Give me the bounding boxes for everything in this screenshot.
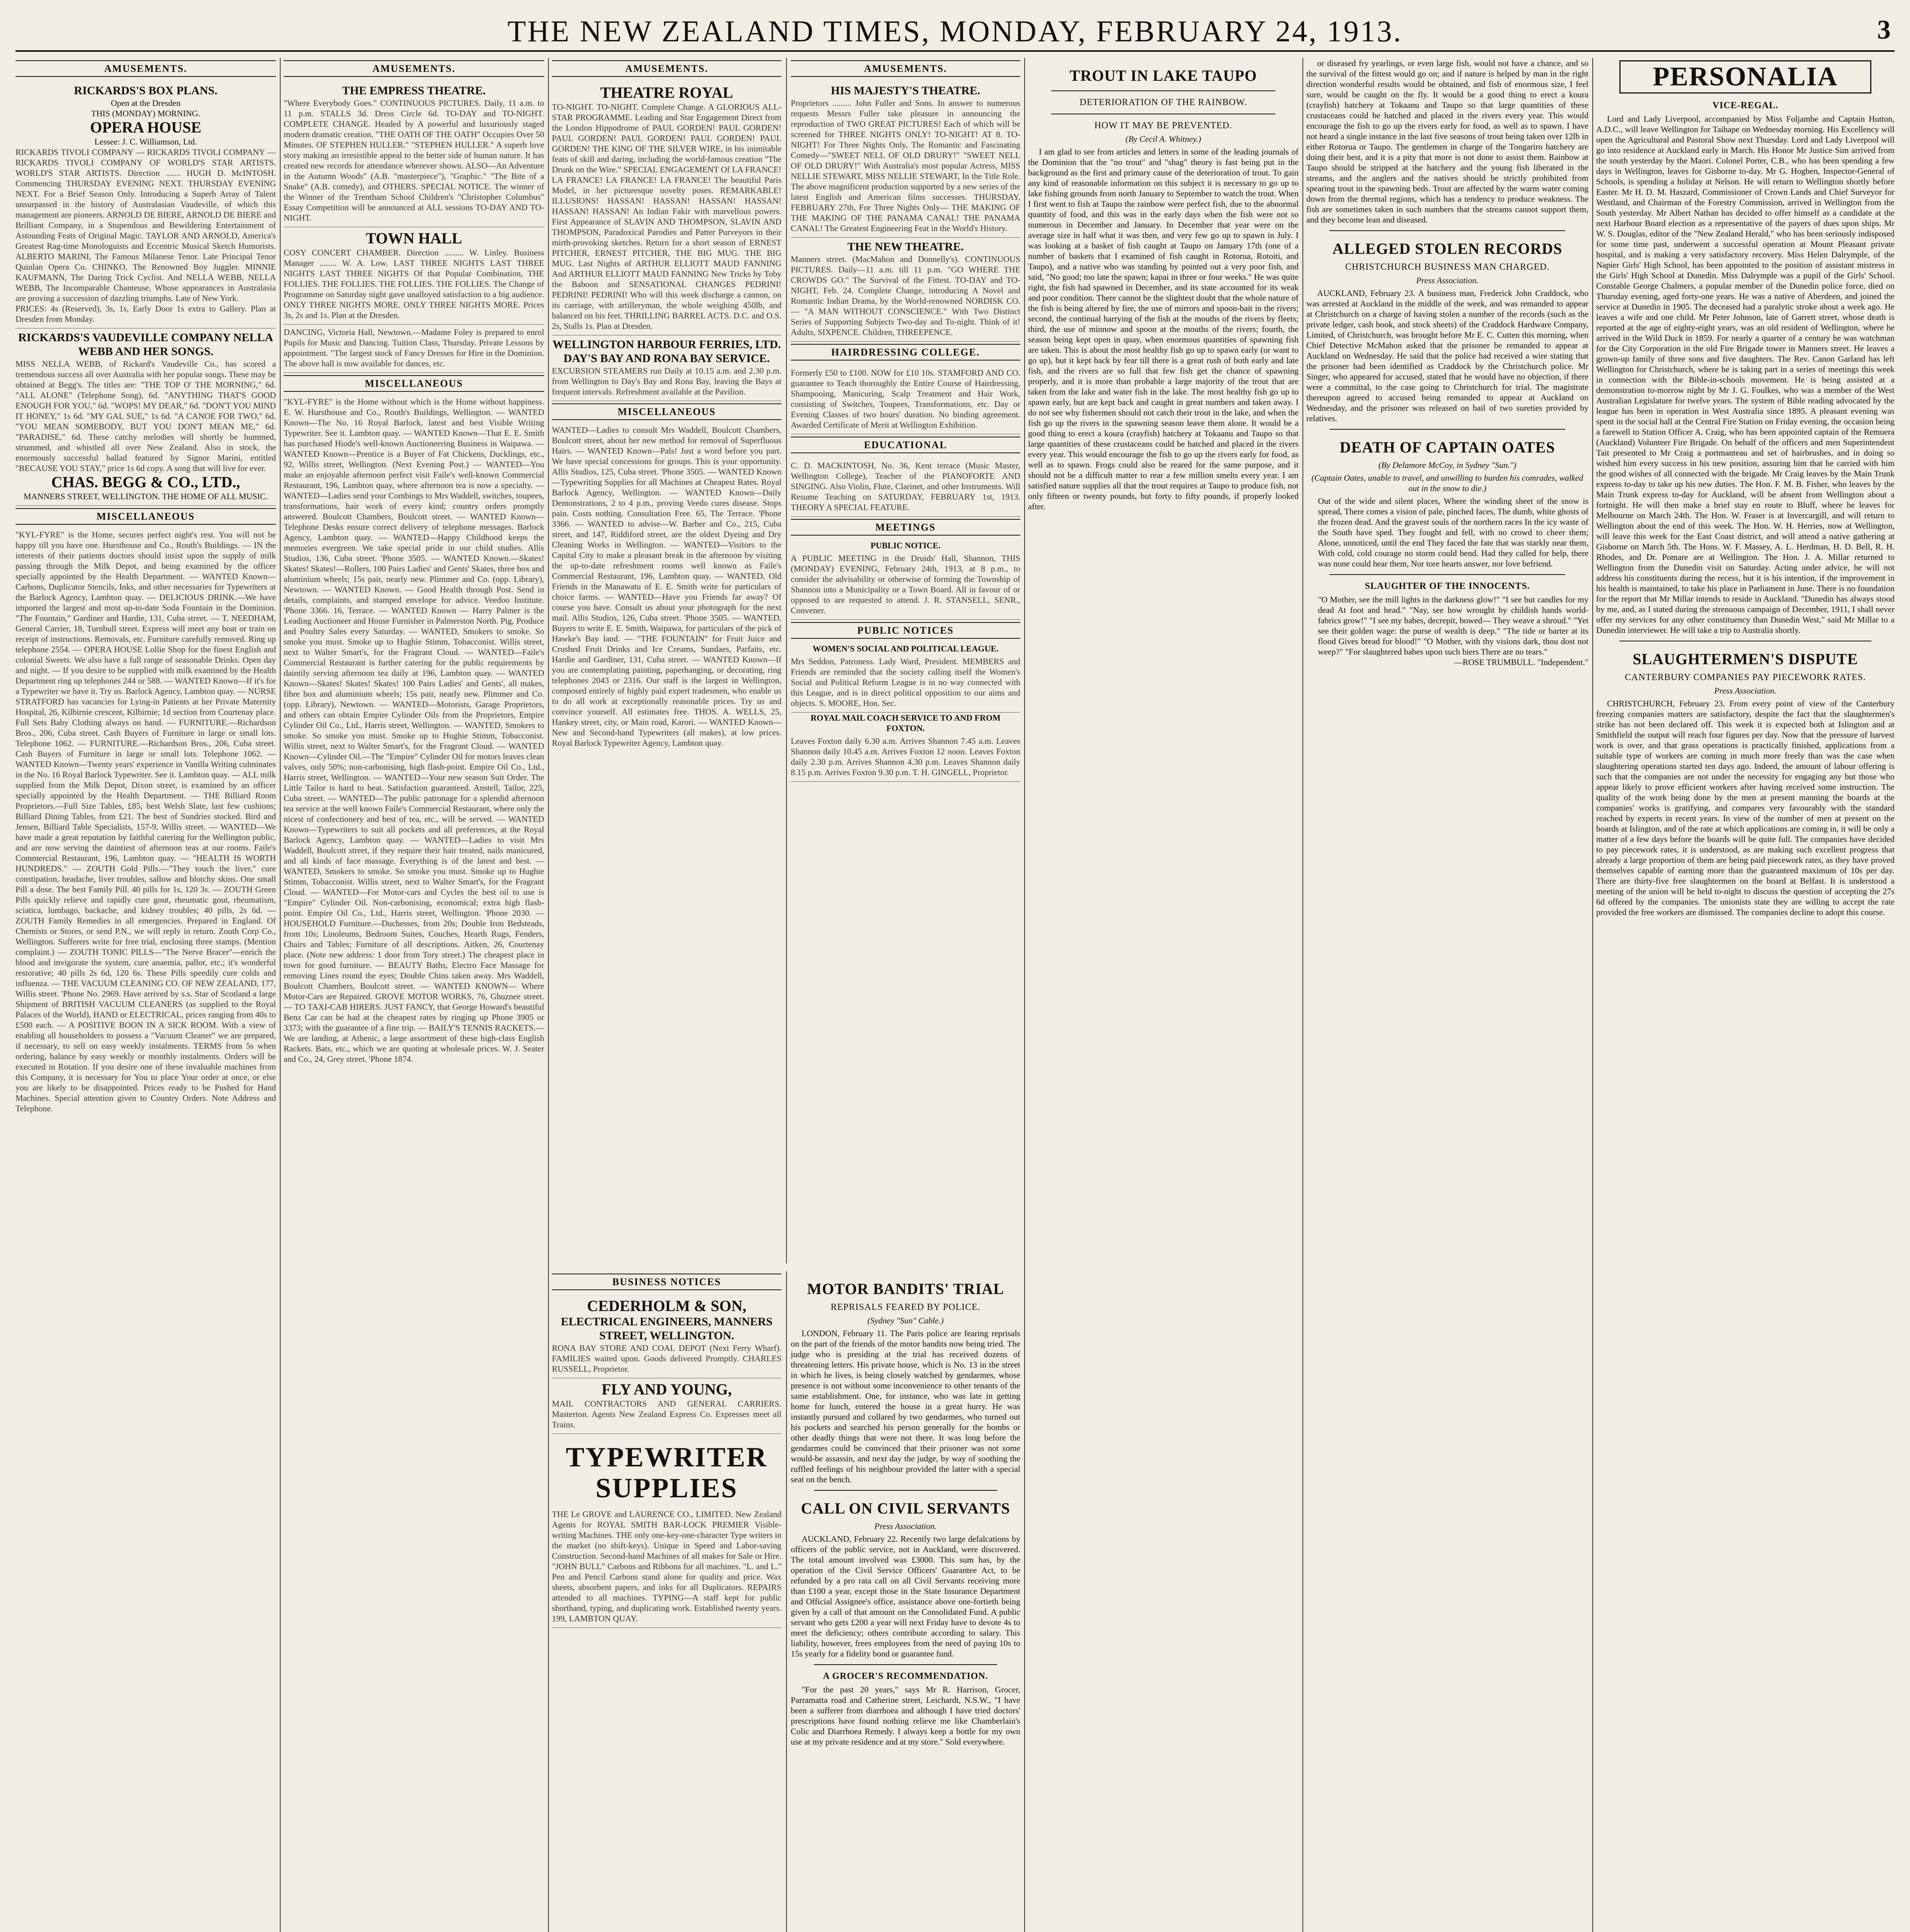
ad-heading: RICKARDS'S VAUDEVILLE COMPANY NELLA WEBB AND HER SONGS.	[18, 331, 273, 358]
article-credit: (By Delamore McCoy, in Sydney "Sun.")	[1378, 460, 1517, 470]
column-3b-lower	[791, 1271, 1020, 1932]
article-credit: (By Cecil A. Whitney.)	[1125, 134, 1201, 144]
begg-ad	[15, 328, 276, 506]
article-body: LONDON, February 11. The Paris police are fearing reprisals on the part of the friends of the motor bandits now being tried. The judge who is presiding at the trial has received dozens of threatening letters. His private house, which is No. 13 in the street in which he lives, is being closely watched by gendarmes, whose presence is not without some inconvenience to other tenants of the same establishment. One, for instance, who was late in getting home for lunch, entered the house in a great hurry. He was instantly pursued and collared by two gendarmes, who turned out his pockets and searched his person generally for the bombs or other deadly things that were not there. It was long before the gendarmes could be convinced that their prisoner was not some would-be assassin, and next day the judge, by way of soothing the ruffled feelings of his neighbour provided the latter with a special seat on the bench.	[791, 1328, 1020, 1484]
ad-body: RICKARDS TIVOLI COMPANY — RICKARDS TIVOLI COMPANY — RICKARDS TIVOLI COMPANY OF WORLD'S STAR ARTISTS. WORLD'S STAR ARTISTS. Direction ....... HUGH D. McINTOSH. Commencing THURSDAY EVENING NEXT. THURSDAY EVENING NEXT. For a Brief Season Only. Introducing a Superb Array of Talent unsurpassed in the history of Australasian Vaudeville, of which this management are pioneers. ARNOLD DE BIERE, ARNOLD DE BIERE and Brilliant Company, in a Stupendous and Bewildering Entertainment of Astounding Feats of Original Magic. TAYLOR AND ARNOLD, America's Greatest Rag-time Monologuists and Eccentric Musical Sketch Humorists. ALBERTO MARINI, The Famous Milanese Tenor. Late Principal Tenor Quinlan Opera Co. CHINKO, The Renowned Boy Juggler. MINNIE KAUFMANN, The Daring Trick Cyclist. And NELLA WEBB, NELLA WEBB, The Incomparable Chanteuse, Whose appearances in Australasia are proving a succession of dazzling triumphs. Late of New York.	[15, 147, 276, 303]
article-credit: Press Association.	[1416, 276, 1479, 285]
article-subhead: REPRISALS FEARED BY POLICE.	[831, 1302, 981, 1312]
article-intro: (Captain Oates, unable to travel, and unwilling to burden his comrades, walked out in the snow to die.)	[1311, 473, 1583, 493]
article-headline: MOTOR BANDITS' TRIAL	[807, 1280, 1004, 1298]
article-headline: SLAUGHTER OF THE INNOCENTS.	[1365, 581, 1530, 591]
divider	[1330, 429, 1565, 430]
article-headline: TROUT IN LAKE TAUPO	[1069, 67, 1257, 84]
ad-heading: THEATRE ROYAL	[600, 84, 733, 101]
ad-heading: THE EMPRESS THEATRE.	[342, 84, 486, 97]
article-subhead: VICE-REGAL.	[1712, 100, 1779, 111]
ad-subheading: ELECTRICAL ENGINEERS, MANNERS STREET, WELLINGTON.	[561, 1315, 773, 1342]
article-credit: (Sydney "Sun" Cable.)	[867, 1316, 944, 1325]
column-6	[1596, 58, 1895, 1932]
ad-body: Manners street. (MacMahon and Donnelly's). CONTINUOUS PICTURES. Daily—11 a.m. till 11 p.m. "GO WHERE THE CROWDS GO." The Survival of the Fittest. TO-DAY and TO-NIGHT, Feb. 24. Complete Change, introducing A Novel and Romantic Indian Drama, by the World-renowned NORDISK CO.— "A MAN WITHOUT CONSCIENCE." With Two Distinct Series of Supporting Subjects Two-day and To-night. Think of it! Adults, SIXPENCE. Children, THREEPENCE.	[791, 254, 1020, 337]
article-body: AUCKLAND, February 22. Recently two large defalcations by officers of the public service, not in Auckland, were discovered. The total amount involved was £3000. This sum has, by the operation of the Civil Service Officers' Guarantee Act, to be refunded by a pro rata call on all Civil Servants receiving more than £100 a year, except those in the State Insurance Department and Official Assignee's office, assistance above one-fortieth being given by a call of that amount on the Consolidated Fund. A public servant who gets £200 a year will next Friday have to devote 4s to meet the deficiency; others contribute according to salary. This liability, however, frees employees from the need of paying 10s to 15s yearly for a fidelity bond or guarantee fund.	[791, 1534, 1020, 1658]
column-rule	[548, 58, 549, 1932]
empress-ad	[284, 82, 544, 227]
ad-body: MISS NELLA WEBB, of Rickard's Vaudeville Co., has scored a tremendous success all over Australia with her popular songs. These may be obtained at Begg's. The titles are: "THE TOP O' THE MORNING," 6d. "ALL ALONE" (Telephone Song), 6d. "ANYTHING THAT'S GOOD ENOUGH FOR YOU," 6d. "WOPS! MY DEAR," 6d. "DON'T YOU MIND IT HONEY," 1s 6d. "MY GAL SUE," 1s 6d. "A CANOE FOR TWO," 6d. "YOU MEAN SOMEBODY, BUT YOU DON'T MEAN ME," 6d. "PARADISE," 6d. These catchy melodies will shortly be hummed, strummed, and whistled all over New Zealand. Also in stock, the enormously successful ballad featured by Signor Marini, entitled "BECAUSE YOU STAY," price 1s 6d copy. A song that will live for ever.	[15, 359, 276, 473]
section-heading: HAIRDRESSING COLLEGE.	[791, 344, 1020, 361]
section-heading: MEETINGS	[791, 519, 1020, 536]
ad-heading: THE NEW THEATRE.	[847, 240, 964, 253]
section-heading: AMUSEMENTS.	[791, 60, 1020, 77]
ad-body: COSY CONCERT CHAMBER. Direction ......... W. Linley. Business Manager ........ W. A. Low. LAST THREE NIGHTS LAST THREE NIGHTS LAST THREE NIGHTS Of that Popular Combination, THE FOLLIES. THE FOLLIES. THE FOLLIES. THE FOLLIES. The Change of Programme on Saturday night gave unalloyed satisfaction to a big audience. ONLY THREE NIGHTS MORE. ONLY THREE NIGHTS MORE. Prices 3s, 2s and 1s. Plan at the Dresden.	[284, 248, 544, 320]
notice-heading: ROYAL MAIL COACH SERVICE TO AND FROM FOXTON.	[810, 713, 1001, 733]
ad-body: "Where Everybody Goes." CONTINUOUS PICTURES. Daily, 11 a.m. to 11 p.m. STALLS 3d. Dress Circle 6d. TO-DAY and TO-NIGHT. COMPLETE CHANGE. Headed by A powerful and luxuriously staged modern dramatic creation. "THE OATH OF THE OATH" Occupies Over 50 Minutes. OF STEPHEN HULLER." "STEPHEN HULLER." A superb love story making an irresistible appeal to the better side of human nature. It has created new records for attendance wherever shown. ALSO—An Adventure in the Autumn Woods" (A.B. "masterpiece"), "Graphic." "The Bite of a Snake" (A.B. comedy), and OTHERS. SPECIAL NOTICE. The winner of the Winner of the Trentham School Children's "Christopher Columbus" Essay Competition will be announced at ALL sessions TO-DAY AND TO-NIGHT.	[284, 98, 544, 223]
new-theatre-ad	[791, 238, 1020, 342]
section-heading: MISCELLANEOUS	[15, 508, 276, 525]
ad-heading: HIS MAJESTY'S THEATRE.	[831, 84, 981, 97]
section-heading: MISCELLANEOUS	[552, 403, 781, 420]
article-headline: DEATH OF CAPTAIN OATES	[1340, 439, 1555, 456]
notice-heading: PUBLIC NOTICE.	[870, 541, 941, 550]
column-rule	[280, 58, 281, 1932]
coach-notice: Leaves Foxton daily 6.30 a.m. Arrives Shannon 7.45 a.m. Leaves Shannon daily 10.45 a.m. Arrives Foxton 12 noon. Leaves Foxton daily 2.30 p.m. Arrives Shannon 4.30 p.m. Leaves Shannon daily 8.15 p.m. Arrives Foxton 9.30 p.m. T. H. GINGELL, Proprietor.	[791, 733, 1020, 782]
public-notice: Mrs Seddon, Patroness. Lady Ward, President. MEMBERS and Friends are reminded that the society calling itself the Women's Social and Political Reform League is in no way connected with this League, and is in direct political opposition to our aims and objects. S. MOORE, Hon. Sec.	[791, 654, 1020, 713]
ad-firm: CHAS. BEGG & CO., LTD.,	[51, 473, 240, 491]
article-headline: ALLEGED STOLEN RECORDS	[1332, 240, 1563, 257]
ad-heading: TYPEWRITER SUPPLIES	[565, 1442, 768, 1503]
poem-text: "O Mother, see the mill lights in the darkness glow!" "I see but candles for my dead At foot and head." "Nay, see how wrought by childish hands world-fabrics grow!" "I see my babes, decrepit, bowed— They weave a shroud." "Yet see their golden wage: the purse of wealth is deep." "The tide or barter at its flood Gives bread for blood!" "O Mother, with thy visions dark, thou dost not weep?" "For slaughtered babes upon such biers There are no tears."	[1318, 595, 1588, 656]
page-number: 3	[1877, 15, 1891, 45]
article-credit: Press Association.	[1714, 686, 1777, 696]
article-body: Lord and Lady Liverpool, accompanied by Miss Foljambe and Captain Hutton, A.D.C., will leave Wellington for Taihape on Wednesday morning. His Excellency will open the Agricultural and Pastoral Show next Thursday. Lord and Lady Liverpool will go into residence at Auckland early in March. His Honor Mr Justice Sim arrived from the south yesterday by the Maori. Colonel Porter, C.B., who has been spending a few days in Wellington, leaves for Gisborne to-day. Mr G. Hogben, Inspector-General of Schools, is spending a holiday at Nelson. He will return to Wellington shortly before Easter. Mr H. D. M. Haszard, Commissioner of Crown Lands and Chief Surveyor for Westland, and Chairman of the Forestry Commission, arrived in Wellington from the South yesterday. Mr Albert Nathan has decided to offer himself as a candidate at the next Harbour Board election as a representative of the payers of dues upon ships. Mr W. S. Douglas, editor of the "New Zealand Herald," who has been seriously indisposed for some time past, underwent a successful operation at Mount Pleasant private hospital, and is making a very satisfactory recovery. Miss Helen Dalrymple, of the Napier Girls' High School, has been appointed to the position of assistant mistress in the Girls' High School at Dunedin. Miss Dalrymple was a pupil of the Girls' School. Constable George Chalmers, a popular member of the Dunedin police force, died on Thursday evening, aged forty-one years. He was a native of Aberdeen, and joined the service at Dunedin in 1905. The deceased had a paralytic stroke about a week ago. He leaves a wife and one child. Mr Peter Johnson, late of Garrett street, whose death is reported at the age of eighty-eight years, was an old resident of Wellington, where he arrived in the Wild Duck in 1859. For nearly a quarter of a century he was watchman for the City Corporation in the old Fire Brigade tower in Manners street. He leaves a grown-up family of three sons and five daughters. The Rev. Canon Garland has left Wellington for Christchurch, where he is taking part in a series of meetings this week in connection with the Bible-in-schools movement. He is being assisted at a demonstration to-morrow night by Mr J. G. Foulkes, who was a member of the West Australian Legislature for twelve years. The system of Bible reading advocated by the league has been in operation in West Australia since 1895. A pleasant evening was spent in the social hall at the Central Fire Station on Friday evening, the occasion being a farewell to Station Officer A. Craig, who has been appointed captain of the Remuera (Auckland) Volunteer Fire Brigade. On behalf of the officers and men Superintendent Tait presented to Mr Craig a portmanteau and set of hairbrushes, and in doing so wished him every success in his new position, assuring him that he carried with him the good wishes of all connected with the brigade. Mr Craig leaves by the Main Trunk express to-day to take up his new duties. The Hon. F. M. B. Fisher, who leaves by the Main Trunk express to-day for Auckland, will be absent from Wellington about a fortnight. He will then make a brief stay en route to Bluff, where he leaves for Melbourne on March 24th. The Hon. W. Fraser is at Invercargill, and will return to Wellington about the end of this week. The Hon. W. H. Herries, now at Wellington, will leave this week for the East Coast district, and will attend a native gathering at Gisborne on March 5th. The Hons. W. F. Massey, A. L. Herdman, H. D. Bell, R. H. Rhodes, and Dr. Pomare are at Wellington. The Hon. J. A. Millar returned to Wellington from the Dunedin visit on Saturday. Acting under advice, he will not address his constituents during the recess, but it is his intention, if the improvement in his health is maintained, to take his place in Parliament in June. There is no foundation for the report that Mr Millar intends to reside in Auckland. "Dunedin has always stood by me, and, as I stated during the strenuous campaign of December, 1911, I shall never offer my services for any other constituency than Dunedin West," said Mr Millar to a Dunedin interviewer. He will take a trip to Australia shortly.	[1596, 114, 1895, 635]
misc-ads: WANTED—Ladies to consult Mrs Waddell, Boulcott Chambers, Boulcott street, about her new method for removal of Superfluous Hairs. — WANTED Known—Pals! Just a word before you part. We have special concessions for groups. This is your opportunity. Allis Studios, 125, Cuba street. 'Phone 3505. — WANTED Known—Typewriting Supplies for all Machines at Cheapest Rates. Royal Barlock Agency, Wellington. — WANTED Known—Daily Demonstrations, 2 to 4 p.m., proving Veedo cures disease. Stops pain. Costs nothing. Consultation Free. 65, The Terrace. 'Phone 3366. — WANTED to advise—W. Barber and Co., 215, Cuba street, and 147, Riddiford street, are the oldest Dyeing and Dry Cleaning Works in Wellington. — WANTED—Visitors to the Capital City to make a pleasant break in the afternoon by visiting the up-to-date refreshment rooms well known as Faile's Commercial Restaurant, 196, Lambton quay. — WANTED, Old Friends in the Manawatu of E. E. Smith write for particulars of choice farms. — WANTED—Have you Friends far away? Of course you have. Consult us about your photograph for the next mail. Allis Studios, 126, Cuba street. 'Phone 3505. — WANTED, Buyers to write E. E. Smith, Waipawa, for particulars of the pick of Hawke's Bay land. — "THE FOUNTAIN" for Fruit Juice and Crushed Fruit Drinks and Ice Creams, Sundaes, Parfaits, etc. Hardie and Gardiner, 131, Cuba street. — WANTED Known—If you are contemplating painting, paperhanging, or decorating, ring telephones 2043 or 2316. Our staff is the largest in Wellington, composed entirely of highly paid expert tradesmen, who enable us to do all work at exceptionally reasonable prices. Try us and convince yourself. All estimates free. THOS. A. WELLS, 25, Hankey street, city, or Main road, Karori. — WANTED Known—New and Second-hand Typewriters (all makes), at low prices. Royal Barlock Typewriter Agency, Lambton quay.	[552, 425, 781, 748]
ad-heading: TOWN HALL	[366, 230, 462, 247]
poem-author: —ROSE TRUMBULL. "Independent."	[1454, 657, 1588, 667]
section-heading: AMUSEMENTS.	[552, 60, 781, 77]
ad-body: EXCURSION STEAMERS run Daily at 10.15 a.m. and 2.30 p.m. from Wellington to Day's Bay and Rona Bay, leaving the Bays at frequent intervals. Refreshment available at the Pavilion.	[552, 366, 781, 396]
column-3a-lower	[552, 1271, 781, 1932]
article-subhead: DETERIORATION OF THE RAINBOW.	[1079, 97, 1247, 107]
divider	[1330, 574, 1565, 575]
ad-heading: RICKARDS'S BOX PLANS.	[74, 84, 218, 97]
meeting-notice: A PUBLIC MEETING in the Druids' Hall, Shannon, THIS (MONDAY) EVENING, February 24th, 1913, at 8 p.m., to consider the advisability or otherwise of forming the Township of Shannon into a Municipality or a Town Board. All in favour of or opposed to are requested to attend. J. R. STANSELL, SENR., Convener.	[791, 551, 1020, 620]
column-1	[15, 58, 276, 1932]
his-majestys-ad	[791, 82, 1020, 238]
column-rule	[1592, 58, 1593, 1932]
section-heading: PUBLIC NOTICES	[791, 622, 1020, 639]
column-rule	[786, 58, 787, 1264]
column-5	[1306, 58, 1588, 1932]
section-heading: MISCELLANEOUS	[284, 375, 544, 392]
divider	[814, 1490, 997, 1491]
column-rule	[1024, 58, 1025, 1932]
ad-line: Open at the Dresden	[111, 98, 181, 108]
dancing-ad: DANCING, Victoria Hall, Newtown.—Madame Foley is prepared to enrol Pupils for Music and Dancing. Tuition Class, Thursday. Private Lessons by appointment. "The largest stock of Fancy Dresses for Hire in the Dominion. The above hall is now available for dances, etc.	[284, 325, 544, 373]
section-heading: AMUSEMENTS.	[15, 60, 276, 77]
column-2	[284, 58, 544, 1932]
ad-heading: WELLINGTON HARBOUR FERRIES, LTD.	[552, 338, 781, 351]
article-credit: Press Association.	[874, 1521, 937, 1531]
article-headline: SLAUGHTERMEN'S DISPUTE	[1633, 650, 1858, 668]
fly-young-ad	[552, 1378, 781, 1434]
ad-address: MANNERS STREET, WELLINGTON. THE HOME OF ALL MUSIC.	[24, 492, 268, 501]
article-headline: CALL ON CIVIL SERVANTS	[801, 1500, 1010, 1517]
ad-heading: FLY AND YOUNG,	[601, 1381, 732, 1398]
typewriter-ad	[552, 1434, 781, 1628]
town-hall-ad	[284, 227, 544, 325]
ad-line: THIS (MONDAY) MORNING.	[91, 109, 201, 118]
section-heading: BUSINESS NOTICES	[552, 1274, 781, 1290]
rickards-ad	[15, 82, 276, 328]
ad-line: Lessee: J. C. Williamson, Ltd.	[94, 137, 197, 146]
masthead	[15, 12, 1895, 52]
divider	[1330, 230, 1565, 231]
divider	[814, 1664, 997, 1665]
personalia-heading: PERSONALIA	[1619, 60, 1871, 94]
section-heading: EDUCATIONAL	[791, 437, 1020, 453]
cederholm-ad	[552, 1295, 781, 1378]
masthead-title: THE NEW ZEALAND TIMES, MONDAY, FEBRUARY 24, 1913.	[507, 14, 1403, 48]
ad-body: RONA BAY STORE AND COAL DEPOT (Next Ferry Wharf). FAMILIES waited upon. Goods delivered Promptly. CHARLES RUSSELL, Proprietor.	[552, 1343, 781, 1374]
article-subhead: CHRISTCHURCH BUSINESS MAN CHARGED.	[1345, 262, 1550, 272]
column-4	[1028, 58, 1299, 1932]
hairdressing-ad: Formerly £50 to £100. NOW for £10 10s. STAMFORD AND CO. guarantee to Teach thoroughly the Entire Course of Hairdressing, Shampooing, Manicuring, Scalp Treatment and Hair Work, consisting of Switches, Toupees, Transformations, etc. Day or Evening Classes of two hours' duration. No binding agreement. Awarded Certificate of Merit at Wellington Exhibition.	[791, 365, 1020, 434]
notice-heading: WOMEN'S SOCIAL AND POLITICAL LEAGUE.	[812, 644, 999, 653]
column-rule	[1302, 58, 1303, 1932]
ad-body: TO-NIGHT. TO-NIGHT. Complete Change. A GLORIOUS ALL-STAR PROGRAMME. Leading and Star Engagement Direct from the London Hippodrome of PAUL GORDEN! PAUL GORDEN! PAUL GORDEN! PAUL GORDEN! PAUL GORDEN! PAUL GORDEN! THE KING OF THE SILVER WIRE, in his inimitable feats of skill and daring, including the world-famous creation "The Drunk on the Wire." SPECIAL ENGAGEMENT Of LA FRANCE! LA FRANCE! LA FRANCE! LA FRANCE! The beautiful Paris Model, in her picturesque novelty poses. REMARKABLE! ILLUSIONS! HASSAN! HASSAN! HASSAN! HASSAN! HASSAN! HASSAN! An Indian Fakir with marvellous powers. First Appearance of SLAVIN AND THOMPSON, SLAVIN AND THOMPSON, Paradoxical Parodies and Patter Purveyors in their mirth-provoking sketches. Return for a short season of ERNEST PITCHER, ERNEST PITCHER, THE BIG MUG. THE BIG MUG. Last Nights of ARTHUR ELLIOTT MAUD FANNING And ARTHUR ELLIOTT MAUD FANNING New Tricks by Toby the Baboon and SENSATIONAL CHANGES PEDRINI! PEDRINI! PEDRINI! Who will this week discharge a cannon, on its carriage, with artilleryman, the whole weighing 450lb, and balanced on his feet. THRILLING BARREL ACTS. D.C. and O.S. 2s, Stalls 1s. Plan at Dresden.	[552, 102, 781, 331]
column-rule	[786, 1271, 787, 1932]
article-body: AUCKLAND, February 23. A business man, Frederick John Craddock, who was arrested at Auckland in the middle of the week, and was remanded to appear at Christchurch on a charge of having stolen a number of the records (such as the private ledger, cash book, and stock sheets) of the Craddock Hardware Company, Limited, of Christchurch, was brought before Mr E. C. Cutten this morning, when Chief Detective McMahon asked that the prisoner be remanded to appear at Auckland on Wednesday. He said that the police had received a wire stating that the prisoner had been identified as Craddock by the Christchurch police. Mr Singer, who appeared for accused, stated that he would have no objection, if there were a committal, to the case going to Christchurch for trial. The magistrate thereupon agreed to accused being remanded to appear at Auckland on Wednesday, and the prisoner was released on bail of two sureties provided by relatives.	[1306, 288, 1588, 423]
article-headline: A GROCER'S RECOMMENDATION.	[823, 1671, 988, 1681]
ad-prices: PRICES: 4s (Reserved), 3s, 1s, Early Door 1s extra to Gallery. Plan at Dresden from Monday.	[15, 304, 276, 324]
section-heading: AMUSEMENTS.	[284, 60, 544, 77]
article-subhead: HOW IT MAY BE PREVENTED.	[1094, 121, 1232, 131]
ad-heading: CEDERHOLM & SON,	[587, 1297, 747, 1315]
ad-body: MAIL CONTRACTORS AND GENERAL CARRIERS. Masterton. Agents New Zealand Express Co. Expresses meet all Trains.	[552, 1399, 781, 1429]
ad-body: THE Le GROVE and LAURENCE CO., LIMITED. New Zealand Agents for ROYAL SMITH BAR-LOCK PREMIER Visible-writing Machines. THE only one-key-one-character Type writers in the market (no shift-keys). Unique in Speed and Labor-saving Construction. Second-hand Machines of all makes for Sale or Hire. "JOHN BULL" Carbons and Ribbons for all machines. "L. and L." Pen and Pencil Carbons stand alone for quality and price. Wax sheets, absorbent papers, and inks for all Duplicators. REPAIRS attended to all machines. TYPING—A staff kept for public shorthand, typing, and duplicating work. Established twenty years. 199, LAMBTON QUAY.	[552, 1509, 781, 1623]
ad-title: OPERA HOUSE	[90, 119, 201, 136]
article-body: "For the past 20 years," says Mr R. Harrison, Grocer, Parramatta road and Catherine street, Leichardt, N.S.W., "I have been a sufferer from diarrhoea and although I have tried doctors' prescriptions have found nothing relieve me like Chamberlain's Colic and Diarrhoea Remedy. I always keep a bottle for my own use at my private residence and at my store." Sold everywhere.	[791, 1685, 1020, 1747]
newspaper-page	[15, 12, 1895, 1932]
poem-text: Out of the wide and silent places, Where the winding sheet of the snow is spread, There comes a vision of pale, pinched faces, The dumb, white ghosts of the frozen dead. And the gravest souls of the northern races In the icy waste of the South have sped. They fought and fell, with no crowd to cheer them; Alone, unnoticed, until the end They faced the fate that was starkly near them, With cold, cold courage no storm could bend. Had they called for help, there was none could hear them, Nor tore hearts answer, nor love befriend.	[1318, 496, 1588, 568]
educational-ad: C. D. MACKINTOSH, No. 36, Kent terrace (Music Master, Wellington College), Teacher of the PIANOFORTE AND SINGING. Also Violin, Flute, Clarinet, and other Instruments. Will Resume Teaching on SATURDAY, FEBRUARY 1st, 1913. THEORY A SPECIAL FEATURE.	[791, 458, 1020, 517]
article-body: CHRISTCHURCH, February 23. From every point of view of the Canterbury freezing companies matters are satisfactory, despite the fact that the slaughtermen's strike has not been declared off. This week it is expected both at Islington and at Smithfield the output will reach four figures per day. Now that the pressure of harvest work is over, and that grass operations is practically finished, applications from a suitable type of workers are coming in much more freely than was the case when slaughtering operations started ten days ago. Indeed, the amount of labour offering is such that the companies are not under the necessity for engaging any but those who appear likely to prove efficient workers after having received some instruction. The quality of the work being done by the men at present manning the boards at the companies' works is gratifying, and compares very favourably with the standard reached by experts in recent years. In view of the number of men at present on the boards at Islington, and of the rate at which applications are coming in, it will be only a matter of a few days before the boards will be quite full. The companies have decided to pay piecework rates, it is understood, as are making such excellent progress that already a large proportion of them are being paid piecework rates, as they have proved themselves capable of earning more than the guaranteed maximum of 10s per day. There are thirty-five free slaughtermen on the board at Belfast. It is understood a meeting of the union will be held to-night to discuss the question of accepting the 27s 6d offered by the companies. The unionists state they are willing to accept the rate provided the free workers are dismissed. The companies decline to adopt this course.	[1596, 699, 1895, 917]
ad-body: Proprietors ......... John Fuller and Sons. In answer to numerous requests Messrs Fuller take pleasure in announcing the reproduction of TWO GREAT PICTURES! Each of which will be screened for THREE NIGHTS ONLY! TO-NIGHT! AT 8. TO-NIGHT! For Three Nights Only, The Romantic and Fascinating Comedy—"SWEET NELL OF OLD DRURY!" "SWEET NELL OF OLD DRURY!" With Australia's most popular Actress, MISS NELLIE STEWART, MISS NELLIE STEWART, In the Title Role. The above magnificent production supported by a new series of the latest English and American films successes. THURSDAY, FEBRUARY 27th, For Three Nights Only— THE MAKING OF THE MAKING OF THE PANAMA CANAL! THE PANAMA CANAL! The Greatest Engineering Feat in the World's History.	[791, 98, 1020, 233]
misc-ads: "KYL-FYRE" is the Home without which is the Home without happiness. E. W. Hursthouse and Co., Routh's Buildings, Wellington. — WANTED Known—The No. 16 Royal Barlock, latest and best Visible Writing Typewriter. See it. Lambton quay. — WANTED Known—That E. E. Smith has purchased Hiode's well-known Auctioneering Business in Waipawa. — WANTED Known—Prentice is a Buyer of Fat Chickens, Ducklings, etc., 92, Willis street, Wellington. (Next Evening Post.) — WANTED—You make an enjoyable afternoon perfect visit Faile's well-known Commercial Restaurant, 196, Lambton quay, where afternoon tea is now a specialty. — WANTED—Ladies send your Combings to Mrs Waddell, switches, toupees, transformations, hair work of every kind; country orders promptly answered. Boulcott Chambers, Boulcott street. — WANTED Known—Telephone Desks ensure correct delivery of telephone messages. Barlock Agency, Lambton quay. — WANTED—Happy Childhood keeps the memories evergreen. We take special pride in our child studies. Allis Studios, 136, Cuba street. 'Phone 3505. — WANTED Known.—Skates! Skates! Skates!—Rollers, 100 Pairs Ladies' and Gents' Skates, three box and aluminium wheels; 15s pair, nearly new. Plimmer and Co. (opp. Library), Newtown. — WANTED Known. — Good Health through Post. Send in details, complaints, and stamped envelope for advice. Veedoo Institute. 'Phone 3366. 16, Terrace. — WANTED Known — Harry Palmer is the Leading Auctioneer and House Furnisher in Palmerston North. Pig, Produce and Poultry Sales every Saturday. — WANTED, Smokers to smoke. So smoke you must. Smoke up to Hughie Stimm, Tobacconist. Willis street, next to Walter Smart's, for the Fragrant Cloud. — WANTED—Faile's Commercial Restaurant is further catering for the public requirements by daintily serving afternoon tea daily at 196, Lambton quay. — WANTED Known—Skates! Skates! Skates! 100 Pairs Ladies' and Gents', all makes, fibre box and aluminium wheels; 15s pair, nearly new. Plimmer and Co. (opp. Library), Newtown. — WANTED—Motorists, Garage Proprietors, and others can obtain Empire Cylinder Oils from the Proprietors, Empire Cylinder Oil Co., Ltd., Harris street, Wellington. — WANTED, Smokers to smoke. So smoke you must. Smoke up to Hughie Stimm, Tobacconist. Willis street, next to Walter Smart's, for the Fragrant Cloud. — WANTED Known—Cylinder Oil.—The "Empire" Cylinder Oil for motors leaves clean valves, only 50%; non-carbonising, high flash-point. Empire Oil Co., Ltd., Harris street, Wellington. — WANTED—Your new season Suit Order. The Little Tailor is hard to beat. Satisfaction guaranteed. Anstell, Tailor, 225, Cuba street. — WANTED—The public patronage for a splendid afternoon tea service at the well known Faile's Commercial Restaurant, where only the nicest of confectionery and best of tea, etc., will be served. — WANTED Known—Typewriters to suit all pockets and all preferences, at the Royal Barlock Agency, Lambton quay. — WANTED—Ladies to visit Mrs Waddell, Boulcott street, if they require their hair treated, nails manicured, and all kinds of face massage. Everything is of the latest and best. — WANTED, Smokers to smoke. So smoke you must. Smoke up to Hughie Stimm, Tobacconist. Willis street, next to Walter Smart's, for the Fragrant Cloud. — WANTED—For Motor-cars and Cycles the best oil to use is "Empire" Cylinder Oil. Non-carbonising, economical; extra high flash-point. Empire Oil Co., Ltd., Harris street, Wellington. 'Phone 2030. — HOUSEHOLD Furniture.—Duchesses, from 20s; Double Iron Bedsteads, from 10s; Linoleums, Bedroom Suites, Couches, Hearth Rugs, Fenders, Chairs and Tables; Furniture of all descriptions. Aitken, 26, Courtenay place. (Note new address: 1 door from Tory street.) The cheapest place in town for good furniture. — BEAUTY Baths, Electro Face Massage for removing Lines round the eyes; Double Chins taken away. Mrs Waddell, Boulcott Chambers, Boulcott street. — WANTED KNOWN— Where Motor-Cars are Repaired. GROVE MOTOR WORKS, 76, Ghuznee street. — TO TAXI-CAB HIRERS. JUST FANCY, that George Howard's beautiful Benz Car can be had at the cheapest rates by ringing up Phone 3905 or 3373; with the guarantee of a fine trip. — BAILY'S TENNIS RACKETS.—We are landing, at Athenic, a large assortment of these high-class English Rackets. Bats, etc., which we are quoting at wholesale prices. W. J. Seater and Co., 24, Grey street. 'Phone 1874.	[284, 397, 544, 1064]
ferries-ad	[552, 335, 781, 401]
column-3a	[552, 58, 781, 1264]
misc-ads: "KYL-FYRE" is the Home, secures perfect night's rest. You will not be happy till you have one. Hursthouse and Co., Routh's Buildings. — IN the interests of their patients doctors should insist upon the supply of milk passing through the Milk Depot, and being examined by the officer specially appointed by the Health Department. — WANTED Known—Carbons, Duplicator Stencils, Inks, and other necessaries for Typewriters at the Barlock Agency, Lambton quay. — DELICIOUS DRINK.—We have imported the largest and most up-to-date Soda Fountain in the Dominion. "The Fountain," Gardiner and Hardie, 131, Cuba street. — T. NEEDHAM, General Carrier, 18, Turnbull street. Express will meet any boat or train on receipt of instructions. Removals, etc. Furniture carefully removed. Ring up telephone 2554. — OPERA HOUSE Lollie Shop for the finest English and colonial Sweets. We also have a full range of seasonable Drinks. Open day and night. — If you desire to be supplied with milk examined by the Health Department ring up telephones 244 or 588. — WANTED Known—If it's for a Typewriter we have it. Try us. Barlock Agency, Lambton quay. — NURSE STRATFORD has vacancies for Lying-in Patients at her Private Maternity Hospital, 26, Kilbirnie crescent, Kilbirnie; 1d section from Courtenay place. Full Sets Baby Clothing always on hand. — FURNITURE.—Richardson Bros., 206, Cuba street. Cash Buyers of Furniture in large or small lots. Telephone 1062. — FURNITURE.—Richardson Bros., 206, Cuba street. Cash Buyers of Furniture in large or small lots. Telephone 1062. — WANTED Known—Twenty years' experience in Vanilla Writing culminates in the No. 16 Royal Barlock Typewriter. See it. Lambton quay. — ALL milk supplied from the Milk Depot, Dixon street, is examined by an officer specially appointed by the Health Department. — THE Billiard Room Proprietors.—Full Size Tables, £85, best Welsh Slate, last few cushions; Billiard Dining Tables, from £21. The best of Sundries stocked. Bird and Jensen, Billiard Table Specialists, 157-9, Willis street. — WANTED—We have made a great reputation by faithful catering for the Wellington public, and are now serving the daintiest of afternoon teas at our rooms. Faile's Commercial Restaurant, 196, Lambton quay. — "HEALTH IS WORTH HUNDREDS." — ZOUTH Gold Pills.—"They touch the liver," cure constipation, headache, liver troubles, sallow and blotchy skins. One small Pill a dose. The best Family Pill. 40 pills for 1s, 120 3s. — ZOUTH Green Pills quickly relieve and rapidly cure gout, rheumatic gout, rheumatism, sciatica, lumbago, backache, and kidney troubles; 40 pills, 2s 6d. — ZOUTH Family Remedies in all emergencies. Prepared in England. Of Chemists or Stores, or send P.N., we will reply in return. Zouth Corp Co., Wellington. Sufferers write for free trial, enclosing three stamps. (Mention complaint.) — ZOUTH TONIC PILLS—"The Nerve Bracer"—enrich the blood and invigorate the system, cure anaemia, pallor, etc.; it's wonderful restorative; 40 pills 2s 6d, 120 6s. These Pills speedily cure colds and influenza. — THE VACUUM CLEANING CO. OF NEW ZEALAND, 177, Willis street. 'Phone No. 2969. Have arrived by s.s. Star of Scotland a large Shipment of BRITISH VACUUM CLEANERS (as supplied to the Royal Palaces of the World), HAND or ELECTRICAL, prices ranging from 40s to £500 each. — A POSITIVE BOON IN A SICK ROOM. With a view of enabling all householders to possess a "Vacuum Cleaner" we are prepared, if necessary, to sell on easy weekly instalments. TERMS from 5s when ordering, balance by easy weekly or monthly instalments. Orders will be executed in Rotation. If you desire one of these invaluable machines from this Company, it is necessary for You to place Your order at once, or else you are likely to be disappointed. Prices ready to be Pushed for Hand Machines. Special attention given to Country Orders. Note Address and Telephone.	[15, 530, 276, 1113]
theatre-royal-ad	[552, 82, 781, 335]
ad-subheading: DAY'S BAY AND RONA BAY SERVICE.	[563, 352, 770, 365]
article-body: or diseased fry yearlings, or even large fish, would not have a chance, and so the survival of the fittest would go on; and if nature is helped by man in the right direction wonderful results would be obtained, and fish of enormous size, I feel sure, would be caught on the fly. It would be a good thing to erect a koura (crayfish) hatchery at Tokaanu and Taupo so that large quantities of these crustaceans could be hatched and placed in the rivers every year. This would encourage the fish to go up the rivers early for food, as well as to spawn. I have not heard a single instance in the last five seasons of trout being taken over 12lb in either Rotorua or Taupo. The gentlemen in charge of the Tongariro hatchery are doing their best, and it is a pity that more is not done to assist them. Rainbow at Taupo should be stripped at the hatchery and the young fish liberated in the streams, and the anglers and the natives should be strictly prohibited from spearing trout in the spawning beds. Trout are affected by the warm water coming down from the thermal regions, which has a tendency to produce weakness. The fish are sometimes taken in such numbers that the streams cannot support them, and they become lean and diseased.	[1306, 58, 1588, 224]
column-3b	[791, 58, 1020, 1264]
article-body: I am glad to see from articles and letters in some of the leading journals of the Dominion that the "no trout" and "shag" theory is fast being put in the background as the first and primary cause of the deterioration of trout. To gain any kind of reasonable information on this subject it is necessary to go up to lake fishing grounds from north January to September to watch the trout. When I first went to fish at Taupo the rainbow were perfect fish, due to the abnormal quantity of food, and this was in the early days when the fish were not so numerous in December and January. In December that year were on the average size in half what it was then, and very few go up to spawn in July. I was looking at a basket of fish caught at Taupo on January 17th (one of a number of baskets that I examined of fish caught in Rotorua, Rotoiti, and Taupo), and a native who was standing by pointed out a very poor fish, and said, "No good; too late the spawn; kapai in three or four weeks." He was quite right, the fish had spawned in December, and its state accounted for its weak and poor condition. There cannot be the slightest doubt that the whole nature of the fish is being altered by fire, the use of mirrors and spoon-bait in the rivers; second, the continual harrying of the fish at the mouths of the rivers by fleets; third, the use of minnow and spoon at the mouths of the rivers; fourth, the season being kept open in quay, when enormous quantities of spawning fish are taken. This is about the most healthy fish go up to spawn early (or want to go up), but it kept back by fear till there is a great rush of both early and late fish, and the rivers are so full that few fish get the chance of spawning properly, and it is more than probable a large majority of the trout that are taken from the lake and water fish in the lake. The most healthy fish go up to spawn early, but are kept back and caught in great numbers and taken away. I do not see why fishermen should not catch their trout in the lake, and when the fish go up the rivers in the spawning season leave them alone. It would be a good thing to erect a koura (crayfish) hatchery at Tokaanu and Taupo so that large quantities of these crustaceans could be hatched and placed in the rivers every year. This would encourage the fish to go up the rivers early for food, as well as to spawn. Frogs could also be reared for the same purpose, and it should not be a difficult matter to rear a few million smelts every year. I am satisfied nature supplies all that the trout requires at Taupo to produce fish, not only fifteen or twenty pounds, but forty to fifty pounds, if properly looked after.	[1028, 147, 1299, 511]
divider	[1051, 90, 1275, 91]
article-subhead: CANTERBURY COMPANIES PAY PIECEWORK RATES.	[1624, 672, 1866, 682]
